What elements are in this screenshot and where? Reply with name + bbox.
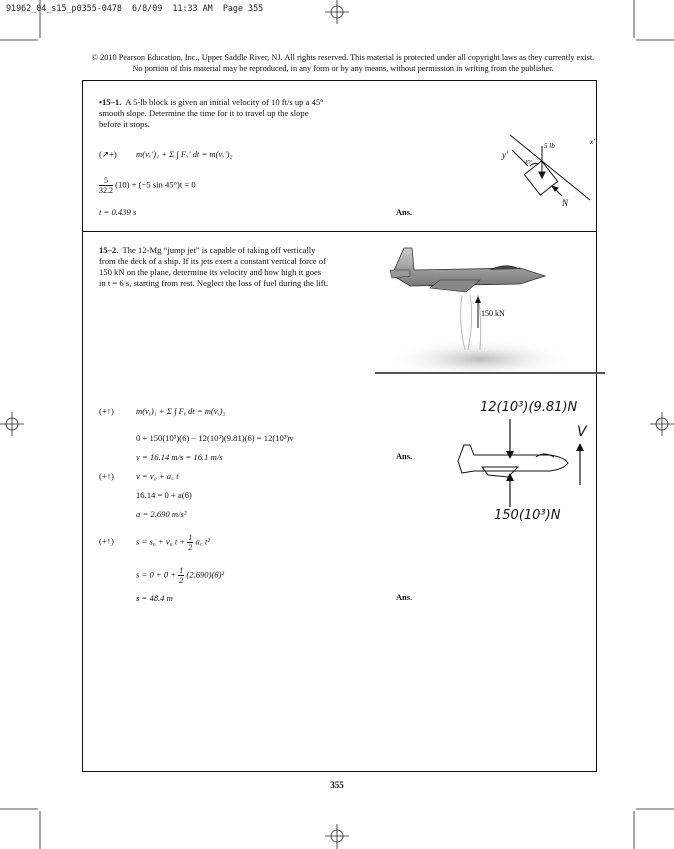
print-slug: 91962_04_s15_p0355-0478 6/8/09 11:33 AM Page 355	[6, 3, 264, 13]
p1-label-x: x′	[590, 138, 595, 146]
p2-acceleration-result: a = 2.690 m/s²	[136, 509, 187, 519]
p1-label-y: y′	[502, 150, 508, 160]
p2-position-equation: s = s₀ + v₀ t + $\frac{1}{2}$ a꜀ t²	[136, 533, 210, 552]
p2-half-fraction-1: $\frac{1}{2}$	[188, 533, 193, 552]
p2-jet-outline	[458, 445, 568, 473]
p1-answer-label: Ans.	[396, 208, 413, 217]
problem-15-2-statement	[99, 245, 329, 289]
thrust-arrowhead	[475, 296, 481, 303]
p2-handwritten-weight: 12(10³)(9.81)N	[480, 400, 578, 415]
p2-answer-1-label: Ans.	[396, 452, 413, 461]
p1-free-body-diagram	[500, 130, 600, 220]
p1-impulse-equation: m(vₓ′)₁ + Σ ∫ Fₓ′ dt = m(vₓ′)₂	[136, 149, 233, 159]
jump-jet-illustration	[370, 240, 610, 380]
problem-divider	[82, 231, 597, 232]
p2-kinematics-equation: v = v₀ + a꜀ t	[136, 471, 179, 481]
p2-handwritten-thrust: 150(10³)N	[494, 508, 561, 523]
p2-half-fraction-2: $\frac{1}{2}$	[179, 566, 184, 585]
p2-wing	[482, 467, 518, 477]
problem-15-2-number: 15–2.	[99, 245, 119, 255]
p2-sign-1: (+↑)	[99, 406, 114, 416]
jet-silhouette	[390, 248, 545, 292]
problem-15-2-text: The 12-Mg “jump jet” is capable of taking off vertically from the deck of a ship. If its jets exert a constant vertical force of 150 kN on the plane, determine its velocity and how high it goes in t = 6 s, starting from rest. Neglect the loss of fuel during the lift.	[99, 245, 329, 288]
p1-block	[524, 161, 557, 195]
p1-equation-2-rest: (10) + (−5 sin 45°)t = 0	[115, 179, 196, 190]
p2-equation-5: 16.14 = 0 + a(6)	[136, 490, 192, 500]
p2-equation-2: 0 + 150(10³)(6) − 12(10³)(9.81)(6) = 12(10³)v	[136, 433, 294, 443]
p2-height-result: s = 48.4 m	[136, 593, 173, 603]
p2-velocity-arrowhead	[576, 443, 584, 451]
p2-free-body-diagram	[440, 415, 590, 515]
page-number: 355	[330, 780, 344, 790]
p2-handwritten-velocity: V	[577, 424, 587, 440]
p1-sign-convention: (↗+)	[99, 149, 117, 159]
p1-weight-arrowhead	[539, 172, 545, 178]
problem-15-1-text: A 5-lb block is given an initial velocity of 10 ft/s up a 45° smooth slope. Determine the time for it to travel up the slope before it stops.	[99, 97, 324, 129]
p2-sign-2: (+↑)	[99, 471, 114, 481]
p1-normal-arrowhead	[552, 186, 558, 191]
copyright-notice: © 2010 Pearson Education, Inc., Upper Saddle River, NJ. All rights reserved. This material is protected under all copyright laws as they currently exist. No portion of this material may be reproduced, in any form or by any means, without permission in writing from the publisher.	[91, 53, 595, 73]
p1-result: t = 0.439 s	[99, 207, 137, 217]
p1-mass-fraction: $\frac{5}{32.2}$	[99, 176, 113, 195]
problem-15-1-statement	[99, 97, 329, 130]
problem-15-1-number: •15–1.	[99, 97, 122, 107]
p1-label-weight: 5 lb	[544, 142, 555, 150]
p2-impulse-equation: m(vᵧ)₁ + Σ ∫ Fᵧ dt = m(vᵧ)₂	[136, 406, 226, 416]
p1-label-normal: N	[562, 198, 569, 208]
thrust-label: 150 kN	[481, 309, 505, 318]
p1-equation-2	[99, 176, 196, 195]
p2-answer-2-label: Ans.	[396, 593, 413, 602]
p2-sign-3: (+↑)	[99, 536, 114, 546]
p2-velocity-result: v = 16.14 m/s = 16.1 m/s	[136, 452, 223, 462]
p1-label-angle: 45°	[524, 160, 533, 166]
p2-position-substitution: s = 0 + 0 + $\frac{1}{2}$ (2.690)(6)²	[136, 566, 225, 585]
